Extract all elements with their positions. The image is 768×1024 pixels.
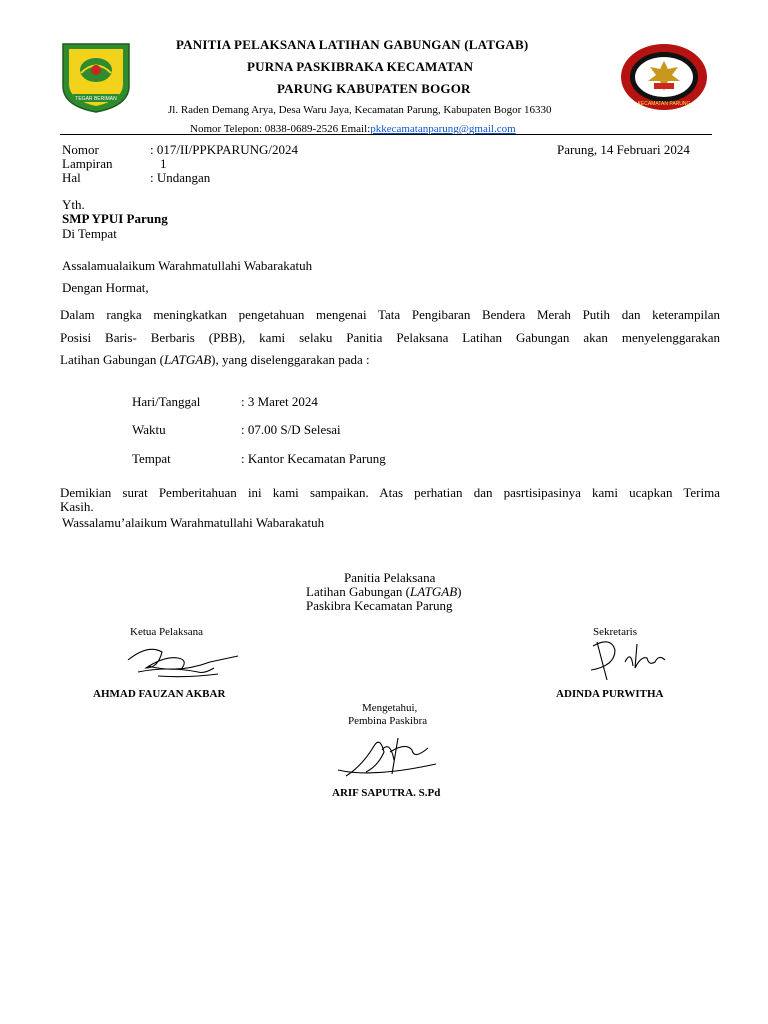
committee-line-2-em: LATGAB xyxy=(409,584,458,599)
email-link[interactable]: pkkecamatanparung@gmail.com xyxy=(370,123,516,135)
letterhead-line3: PARUNG KABUPATEN BOGOR xyxy=(277,81,471,96)
closing-line-1: Demikian surat Pemberitahuan ini kami sampaikan. Atas perhatian dan pasrtisipasinya kami ucapkan Terima xyxy=(60,485,720,500)
intro-line-3-em: LATGAB xyxy=(163,352,212,367)
center-signature xyxy=(332,726,452,784)
intro-line-3-a: Latihan Gabungan ( xyxy=(60,352,164,367)
letterhead-address: Jl. Raden Demang Arya, Desa Waru Jaya, Kecamatan Parung, Kabupaten Bogor 16330 xyxy=(168,104,552,116)
detail-label-place: Tempat xyxy=(132,451,171,466)
hal-value: : Undangan xyxy=(150,170,211,185)
hal-label: Hal xyxy=(62,170,81,185)
left-role: Ketua Pelaksana xyxy=(130,626,203,638)
center-role-1: Mengetahui, xyxy=(362,702,418,714)
lampiran-value: 1 xyxy=(160,156,167,171)
letterhead-line1: PANITIA PELAKSANA LATIHAN GABUNGAN (LATGAB) xyxy=(176,37,529,52)
intro-paragraph xyxy=(60,304,720,372)
svg-text:TEGAR BERIMAN: TEGAR BERIMAN xyxy=(75,96,117,102)
right-signature xyxy=(585,636,685,684)
center-name: ARIF SAPUTRA. S.Pd xyxy=(332,787,441,799)
greeting: Assalamualaikum Warahmatullahi Wabarakatuh xyxy=(62,258,313,273)
recipient-yth: Yth. xyxy=(62,197,85,212)
committee-line-2-b: ) xyxy=(457,584,462,599)
detail-value-date: : 3 Maret 2024 xyxy=(241,394,318,409)
lampiran-label: Lampiran xyxy=(62,156,113,171)
farewell: Wassalamu’alaikum Warahmatullahi Wabarakatuh xyxy=(62,515,325,530)
kabupaten-bogor-logo xyxy=(59,40,133,114)
nomor-label: Nomor xyxy=(62,142,99,157)
committee-line-2-a: Latihan Gabungan ( xyxy=(306,584,410,599)
letterhead-phone: Nomor Telepon: 0838-0689-2526 Email: xyxy=(190,123,371,135)
intro-line-3 xyxy=(60,349,720,372)
committee-line-1: Panitia Pelaksana xyxy=(344,570,436,585)
committee-line-3: Paskibra Kecamatan Parung xyxy=(306,598,453,613)
left-signature xyxy=(118,638,248,684)
closing-line-2: Kasih. xyxy=(60,499,94,514)
intro-line-2: Posisi Baris- Berbaris (PBB), kami selaku Panitia Pelaksana Latihan Gabungan akan menyelenggarakan xyxy=(60,329,720,345)
detail-value-time: : 07.00 S/D Selesai xyxy=(241,422,341,437)
detail-label-date: Hari/Tanggal xyxy=(132,394,201,409)
svg-text:KECAMATAN PARUNG: KECAMATAN PARUNG xyxy=(637,101,691,107)
nomor-value: : 017/II/PPKPARUNG/2024 xyxy=(150,142,298,157)
intro-line-3-b: ), yang diselenggarakan pada : xyxy=(211,352,370,367)
recipient-place: Di Tempat xyxy=(62,226,117,241)
right-name: ADINDA PURWITHA xyxy=(556,688,664,700)
left-name: AHMAD FAUZAN AKBAR xyxy=(93,688,226,700)
letterhead-line2: PURNA PASKIBRAKA KECAMATAN xyxy=(247,59,474,74)
letterhead-divider xyxy=(60,134,712,135)
right-role: Sekretaris xyxy=(593,626,637,638)
detail-value-place: : Kantor Kecamatan Parung xyxy=(241,451,386,466)
center-role-2: Pembina Paskibra xyxy=(348,715,428,727)
purna-paskibraka-logo xyxy=(620,43,708,111)
recipient-name: SMP YPUI Parung xyxy=(62,211,168,226)
intro-line-1: Dalam rangka meningkatkan pengetahuan mengenai Tata Pengibaran Bendera Merah Putih dan keterampilan xyxy=(60,307,720,322)
closing-paragraph xyxy=(60,486,720,514)
detail-label-time: Waktu xyxy=(132,422,166,437)
salutation: Dengan Hormat, xyxy=(62,280,149,295)
letter-date: Parung, 14 Februari 2024 xyxy=(557,142,690,157)
